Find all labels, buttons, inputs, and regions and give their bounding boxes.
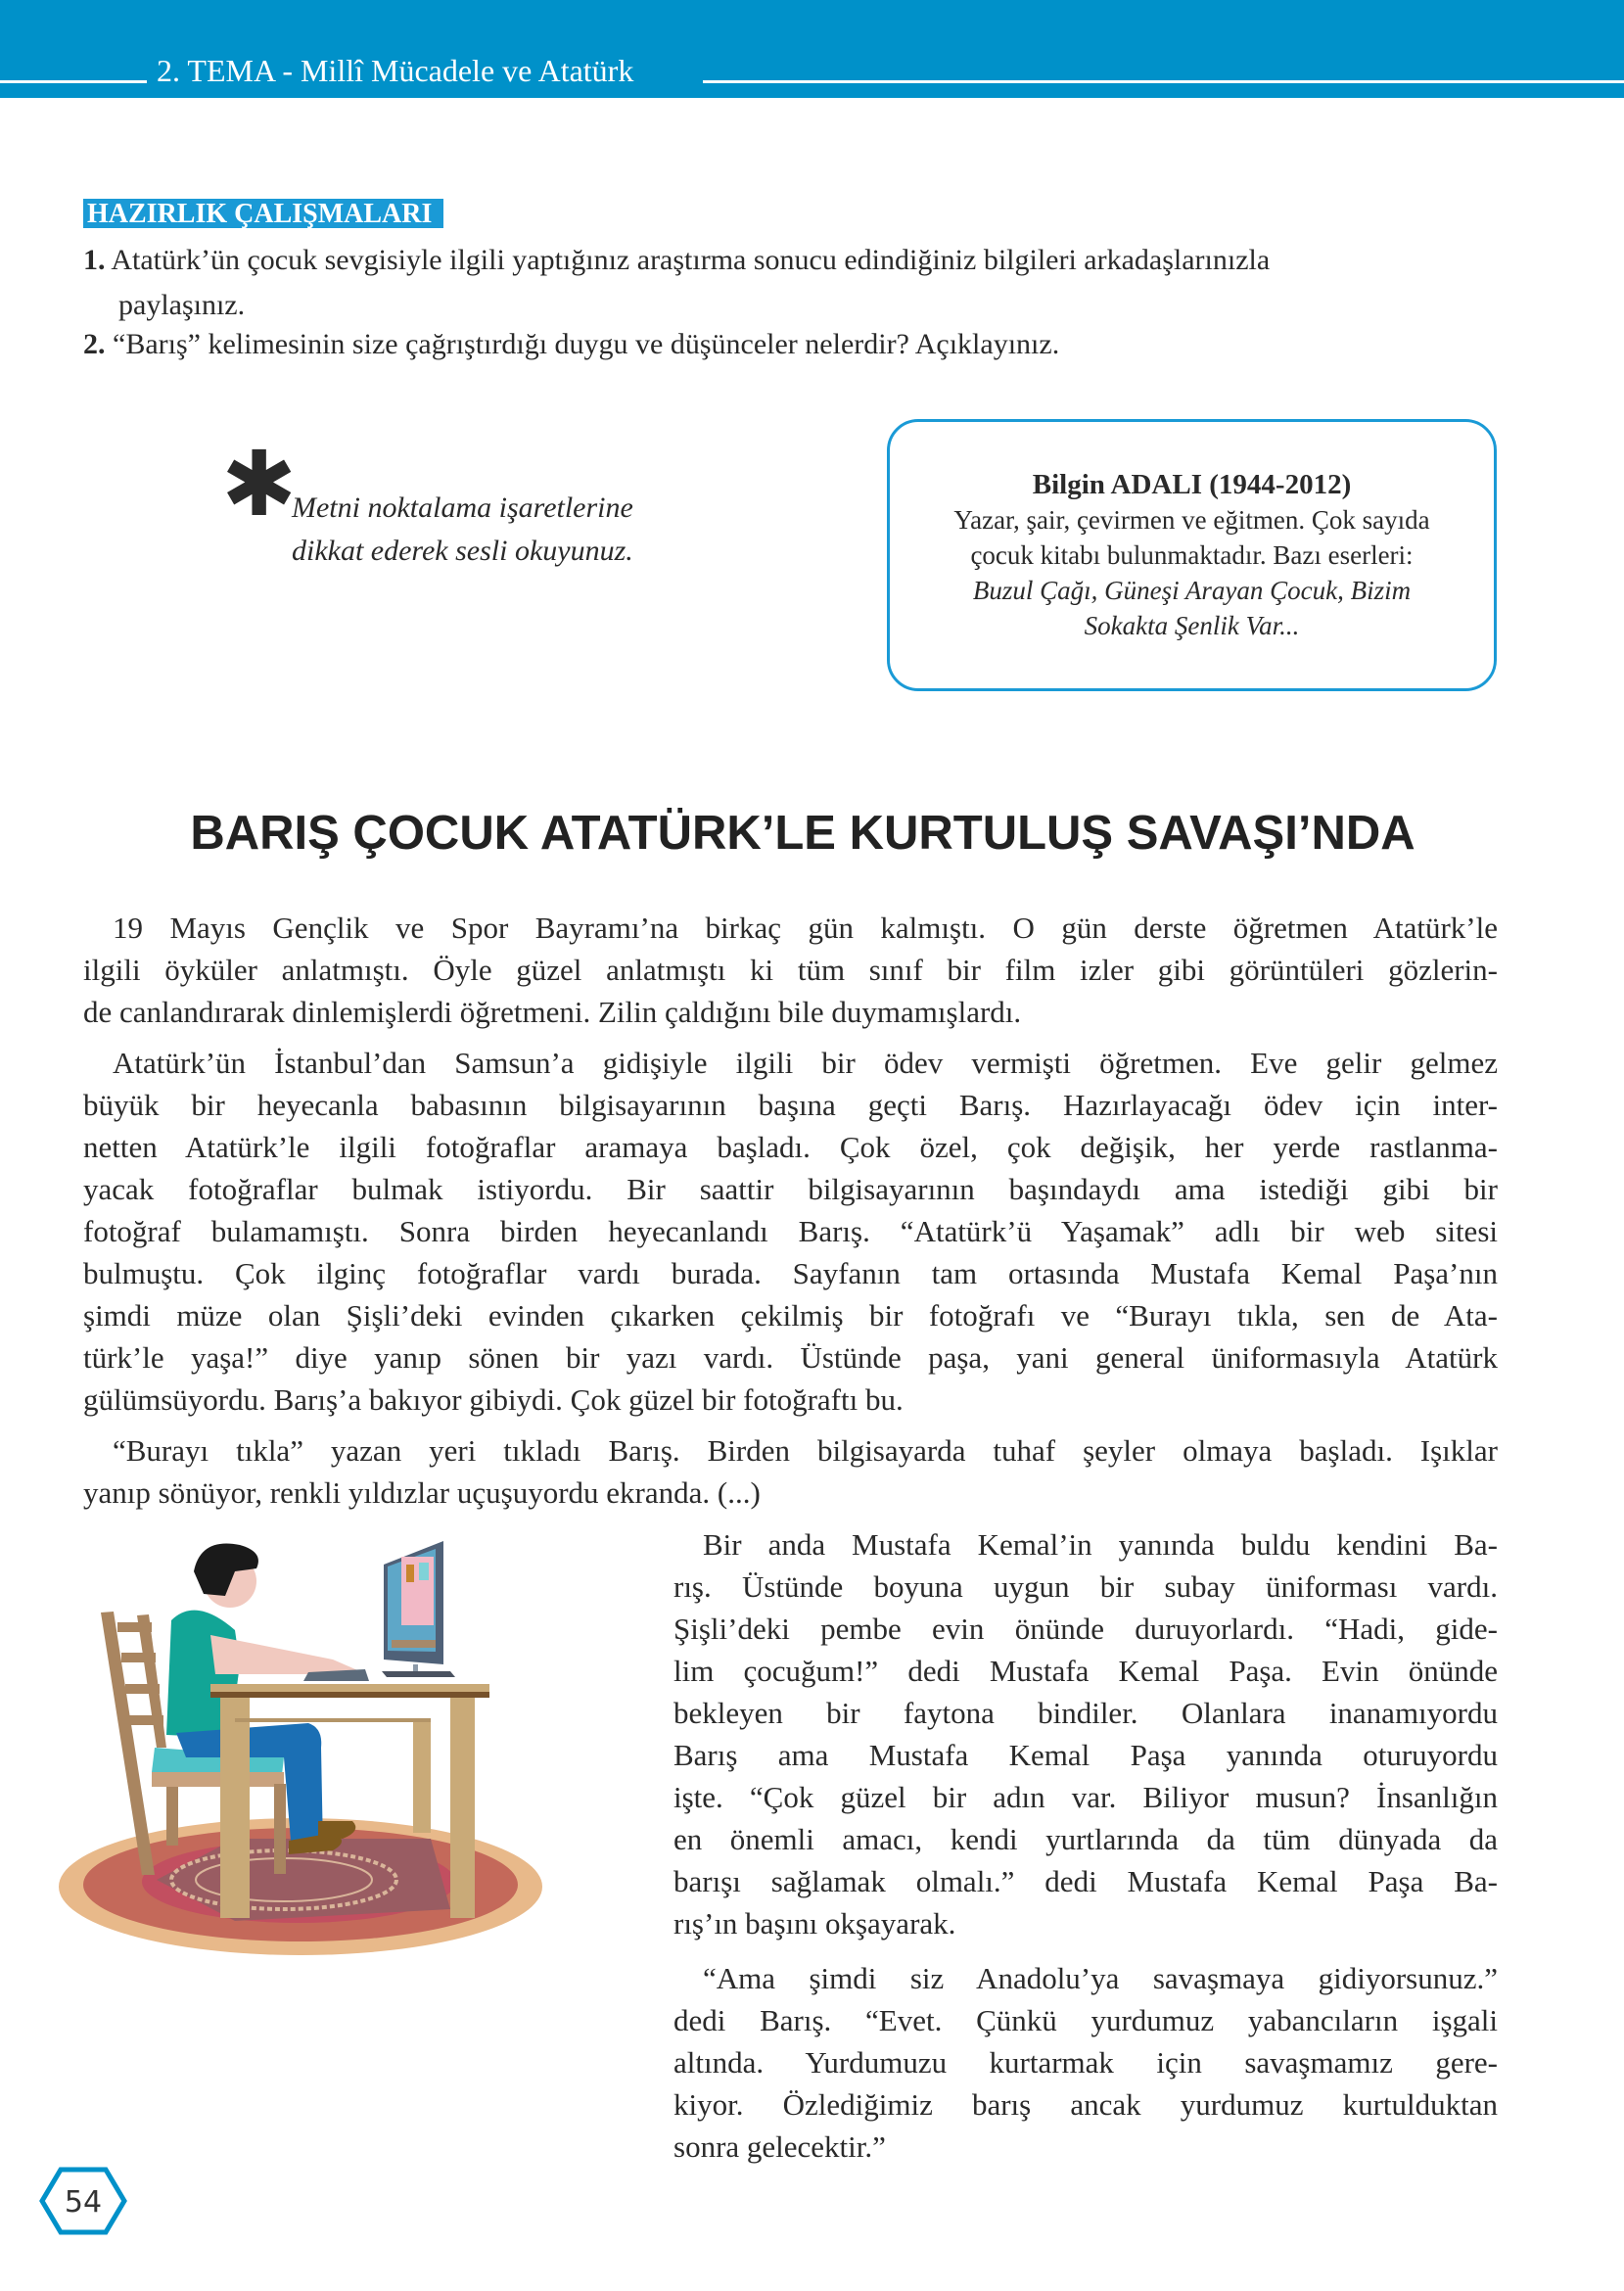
story-paragraph [673,1957,1498,2168]
paragraph-line: lim çocuğum!” dedi Mustafa Kemal Paşa. Evin önünde [673,1654,1498,1688]
paragraph-line: netten Atatürk’le ilgili fotoğraflar aramaya başladı. Çok özel, çok değişik, her yerde rastlanma- [83,1130,1498,1164]
note-line: Metni noktalama işaretlerine [292,491,633,524]
page-number-badge [39,2167,127,2235]
paragraph-line: Şişli’deki pembe evin önünde duruyorlardı. “Hadi, gide- [673,1612,1498,1646]
preparation-item-1 [83,241,1270,280]
asterisk-icon: ✱ [221,432,298,537]
story-paragraph [83,1429,1498,1514]
item-text: Atatürk’ün çocuk sevgisiyle ilgili yaptığınız araştırma sonucu edindiğiniz bilgileri arkadaşlarınızla [111,244,1271,276]
paragraph-line: kiyor. Özlediğimiz barış ancak yurdumuz kurtulduktan [673,2087,1498,2122]
paragraph-line: işte. “Çok güzel bir adın var. Biliyor musun? İnsanlığın [673,1780,1498,1814]
paragraph-line: bulmuştu. Çok ilginç fotoğraflar vardı burada. Sayfanın tam ortasında Mustafa Kemal Paşa’nın [83,1256,1498,1290]
paragraph-line: yacak fotoğraflar bulmak istiyordu. Bir saattir bilgisayarının başındaydı ama istediği gibi bir [83,1172,1498,1206]
header-rule-right [703,80,1624,83]
paragraph-line: “Burayı tıkla” yazan yeri tıkladı Barış. Birden bilgisayarda tuhaf şeyler olmaya başladı. Işıklar [113,1433,1498,1468]
story-paragraph [83,907,1498,1033]
preparation-label: HAZIRLIK ÇALIŞMALARI [83,199,443,228]
author-works-line: Sokakta Şenlik Var... [1084,611,1300,640]
preparation-item-2 [83,325,1059,364]
paragraph-line: ilgili öyküler anlatmıştı. Öyle güzel anlatmıştı ki tüm sınıf bir film izler gibi görüntüleri gözlerin- [83,953,1498,987]
author-info-box [887,419,1497,691]
page-number: 54 [64,2185,103,2220]
paragraph-line: rış. Üstünde boyuna uygun bir subay üniforması vardı. [673,1569,1498,1604]
note-line: dikkat ederek sesli okuyunuz. [292,535,633,567]
paragraph-line: Bir anda Mustafa Kemal’in yanında buldu kendini Ba- [703,1527,1498,1562]
paragraph-line: en önemli amacı, kendi yurtlarında da tüm dünyada da [673,1822,1498,1856]
paragraph-line: dedi Barış. “Evet. Çünkü yurdumuz yabancıların işgali [673,2003,1498,2037]
author-works-line: Buzul Çağı, Güneşi Arayan Çocuk, Bizim [972,576,1412,605]
paragraph-line: türk’le yaşa!” diye yanıp sönen bir yazı vardı. Üstünde paşa, yani general üniformasıyla Atatürk [83,1340,1498,1375]
paragraph-line: fotoğraf bulamamıştı. Sonra birden heyecanlandı Barış. “Atatürk’ü Yaşamak” adlı bir web sitesi [83,1214,1498,1248]
story-paragraph [83,1042,1498,1421]
paragraph-line: Atatürk’ün İstanbul’dan Samsun’a gidişiyle ilgili bir ödev vermişti öğretmen. Eve gelir gelmez [113,1046,1498,1080]
header-rule-left [0,80,147,83]
item-text: “Barış” kelimesinin size çağrıştırdığı duygu ve düşünceler nelerdir? Açıklayınız. [113,328,1060,360]
monitor [382,1541,455,1677]
paragraph-line: sonra gelecektir.” [673,2129,886,2164]
story-title: BARIŞ ÇOCUK ATATÜRK’LE KURTULUŞ SAVAŞI’NDA [190,807,1415,860]
theme-title: 2. TEMA - Millî Mücadele ve Atatürk [149,53,641,89]
paragraph-line: de canlandırarak dinlemişlerdi öğretmeni. Zilin çaldığını bile duymamışlardı. [83,995,1022,1029]
paragraph-line: “Ama şimdi siz Anadolu’ya savaşmaya gidiyorsunuz.” [703,1961,1498,1995]
paragraph-line: şimdi müze olan Şişli’deki evinden çıkarken çekilmiş bir fotoğrafı ve “Burayı tıkla, sen de Ata- [83,1298,1498,1333]
author-desc-line: çocuk kitabı bulunmaktadır. Bazı eserleri: [970,540,1414,570]
item-number: 2. [83,328,106,360]
boy-at-computer-illustration [39,1527,666,2115]
paragraph-line: yanıp sönüyor, renkli yıldızlar uçuşuyordu ekranda. (...) [83,1475,761,1510]
item-number: 1. [83,244,106,276]
paragraph-line: barışı sağlamak olmalı.” dedi Mustafa Kemal Paşa Ba- [673,1864,1498,1898]
paragraph-line: gülümsüyordu. Barış’a bakıyor gibiydi. Çok güzel bir fotoğraftı bu. [83,1382,904,1417]
paragraph-line: 19 Mayıs Gençlik ve Spor Bayramı’na birkaç gün kalmıştı. O gün derste öğretmen Atatürk’le [113,911,1498,945]
boy [166,1544,362,1854]
story-paragraph [673,1523,1498,1944]
reading-note [292,487,633,573]
paragraph-line: altında. Yurdumuzu kurtarmak için savaşmamız gere- [673,2045,1498,2080]
paragraph-line: büyük bir heyecanla babasının bilgisayarının başına geçti Barış. Hazırlayacağı ödev için inter- [83,1088,1498,1122]
paragraph-line: Barış ama Mustafa Kemal Paşa yanında oturuyordu [673,1738,1498,1772]
paragraph-line: bekleyen bir faytona bindiler. Olanlara inanamıyordu [673,1696,1498,1730]
author-desc-line: Yazar, şair, çevirmen ve eğitmen. Çok sayıda [953,505,1430,535]
paragraph-line: rış’ın başını okşayarak. [673,1906,956,1940]
preparation-item-1-cont: paylaşınız. [118,289,246,321]
author-name: Bilgin ADALI (1944-2012) [1032,469,1352,500]
